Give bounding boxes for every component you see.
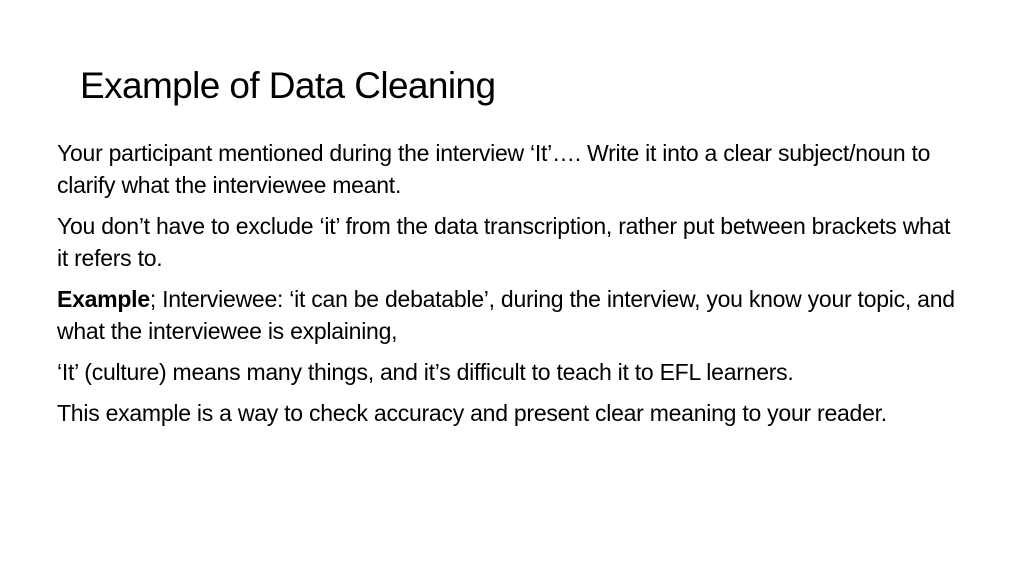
paragraph-3-lead: Example	[57, 286, 150, 312]
paragraph-5-text: This example is a way to check accuracy and present clear meaning to your reader.	[57, 400, 887, 426]
paragraph-4	[57, 356, 957, 388]
paragraph-2-text: You don’t have to exclude ‘it’ from the data transcription, rather put between brackets what it refers to.	[57, 213, 951, 271]
slide-title: Example of Data Cleaning	[80, 65, 496, 106]
paragraph-2	[57, 210, 957, 274]
paragraph-3-text: ; Interviewee: ‘it can be debatable’, during the interview, you know your topic, and what the interviewee is explaining,	[57, 286, 955, 344]
paragraph-3	[57, 283, 957, 347]
paragraph-1-text: Your participant mentioned during the interview ‘It’…. Write it into a clear subject/noun to clarify what the interviewee meant.	[57, 140, 931, 198]
slide-body	[57, 137, 957, 438]
paragraph-1	[57, 137, 957, 201]
paragraph-5	[57, 397, 957, 429]
paragraph-4-text: ‘It’ (culture) means many things, and it’s difficult to teach it to EFL learners.	[57, 359, 794, 385]
